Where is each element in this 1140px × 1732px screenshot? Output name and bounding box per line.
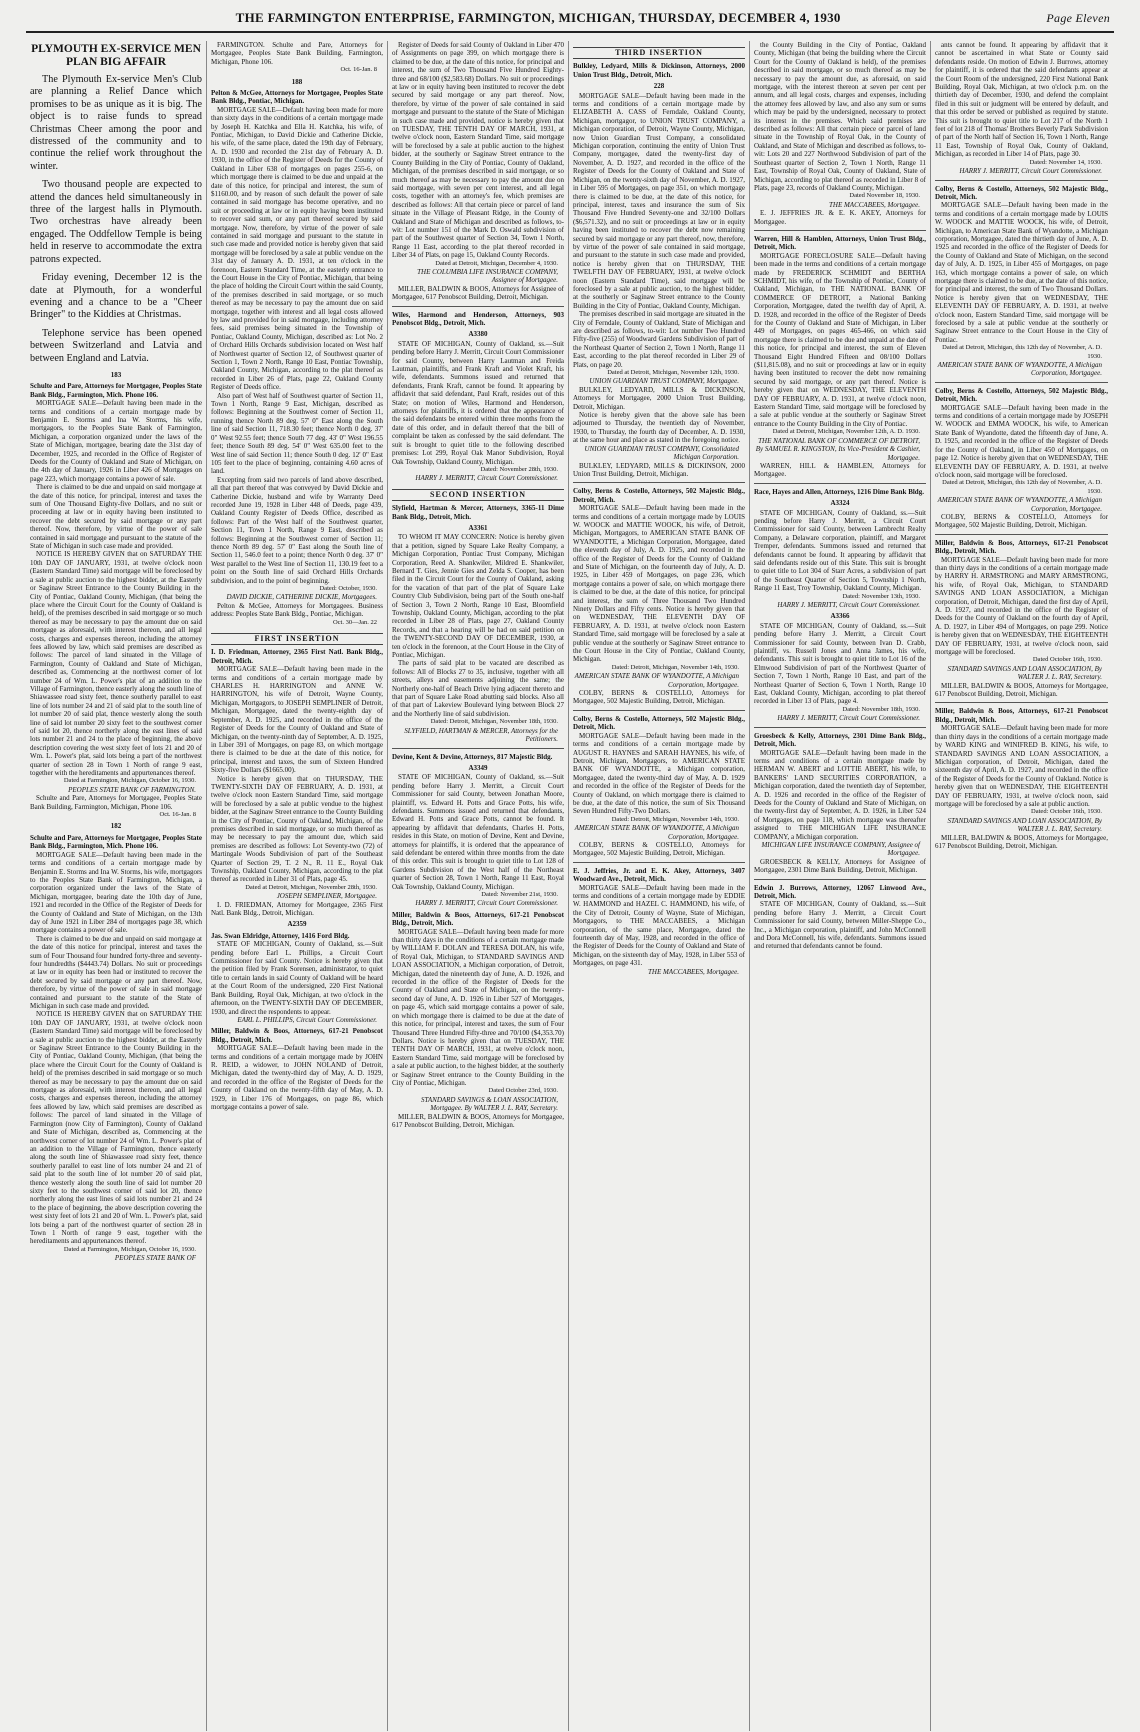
columns — [26, 41, 1114, 1731]
notice-number: A3324 — [830, 499, 850, 508]
column-1 — [26, 41, 207, 1731]
notice-date: Dated October 16th, 1930. — [1032, 656, 1102, 664]
section-heading: FIRST INSERTION — [211, 633, 383, 645]
notice-date: Dated at Detroit, Michigan, December 4, 1930. — [435, 259, 558, 267]
signature: EARL L. PHILLIPS, Circuit Court Commissioner. — [237, 1015, 377, 1024]
story-paragraph: Telephone service has been opened between Switzerland and Latvia and between England and Latvia. — [30, 327, 202, 364]
notice-paragraph: COLBY, BERNS & COSTELLO, Attorneys for Mortgagee, 502 Majestic Building, Detroit, Michigan. — [573, 689, 745, 706]
notice-paragraph: Notice is hereby given that the above sale has been adjourned to Thursday, the twentieth day of November, 1930, to Thursday, the fourth day of December, A. D. 1930, at the same hour and place as stated in the foregoing notice. — [573, 411, 745, 445]
notice-number: A2359 — [287, 920, 307, 929]
notice-header: I. D. Friedman, Attorney, 2365 First Natl. Bank Bldg., Detroit, Mich. — [211, 648, 383, 665]
notice-paragraph: Schulte and Pare, Attorneys for Mortgagee, Peoples State Bank Building, Farmington, Michigan, Phone 106. — [30, 794, 202, 811]
divider — [935, 382, 1108, 383]
notice-paragraph: Notice is hereby given that on THURSDAY, THE TWENTY-SIXTH DAY OF FEBRUARY, A. D. 1931, at twelve o'clock noon Eastern Standard Time, said mortgage will be foreclosed by a sale at public vendue to the highest bidder, at the Saginaw Street entrance to the County Building in the City of Pontiac, County of Oakland, Michigan, of the premises described in said mortgage, or so much thereof as may be necessary to pay the amount due, which said premises are described as follows: Lot Seventy-two (72) of Martingale Woods Subdivision of part of the Southeast Quarter of Section 29, T. 2 N., R. 11 E., Royal Oak Township, Oakland County, Michigan, according to the plat thereof as recorded in Liber 31 of Plats, page 45. — [211, 774, 383, 884]
notice-paragraph: MORTGAGE SALE—Default having been made in the terms and conditions of a certain mortgage made by AUGUST R. HAYNES and SARAH HAYNES, his wife, of Detroit, Michigan, Mortgagors, to AMERICAN STATE BANK OF WYANDOTTE, a Michigan corporation, Mortgagee, dated the twenty-third day of May, A. D. 1929 and recorded in the office of the Register of Deeds for the County of Oakland, on which mortgage there is claimed to be due, at the date of this notice, the sum of Six Thousand Seven Hundred Fifty-Two Dollars. — [573, 731, 745, 816]
notice-date: Dated: November 14, 1930. — [1029, 158, 1102, 166]
notice-header: Slyfield, Hartman & Mercer, Attorneys, 3365-11 Dime Bank Bldg., Detroit, Mich. — [392, 504, 564, 521]
notice-paragraph: There is claimed to be due and unpaid on said mortgage at the date of this notice for principal, interest and taxes the sum of Four Thousand four hundred forty-three and seventy-four hundredths ($4443.74) Dollars. No suit or proceedings at law or in equity has been had or instituted to recover the debt secured by said mortgage or any part thereof. Now, therefore, by virtue of the power of sale in said mortgage contained and pursuant to the statute of the State of Michigan in such case made and provided. — [30, 934, 202, 1010]
notice-paragraph: STATE OF MICHIGAN, County of Oakland, ss.—Suit pending before Harry J. Merritt, Circuit Court Commissioner for said County, between Harry Lautman and Freida Lautman, plaintiffs, and Frank Kraft and Violet Kraft, his wife, defendants. Summons issued and returned that defendants, Frank Kraft, cannot be found. It appearing by affidavit that said defendant, Paul Kraft, resides out of this State; on motion of Wiles, Harmond and Henderson, attorneys for plaintiffs, it is ordered that the appearance of the said defendants be entered within three months from the date of this order, and in default thereof that the bill of complaint be taken as confessed by the said defendant. The suit is brought to quiet title to the following described premises: Lot 299, Royal Oak Manor Subdivision, Royal Oak Township, Oakland County, Michigan. — [392, 339, 564, 466]
notice-header: Wiles, Harmond and Henderson, Attorneys, 903 Penobscot Bldg., Detroit, Mich. — [392, 310, 564, 327]
notice-paragraph: MILLER, BALDWIN & BOOS, Attorneys for Mortgagee, 617 Penobscot Building, Detroit, Michigan. — [935, 833, 1108, 850]
notice-paragraph: TO WHOM IT MAY CONCERN: Notice is hereby given that a petition, signed by Square Lake Realty Company, a Michigan Corporation, Pontiac Trust Company, Michigan Corporation, Reed A. Shankwiler, Mildred E. Shankwiler, Bernard T. Gies, Jennie Gies and Zelda S. Cooper, has been filed in the Circuit Court for the County of Oakland, asking for the vacation of that part of the plat of Square Lake Country Club Subdivision, being part of the South one-half of Section 3, Town 2 North, Range 10 East, Bloomfield Township, Oakland County, Michigan, according to the plat recorded in Liber 28 of Plats, page 27, Oakland County Records, and that a hearing will be had on said petition on the TWENTY-SECOND DAY OF DECEMBER, 1930, at ten o'clock in the forenoon, at the Court House in the City of Pontiac, Michigan. — [392, 533, 564, 660]
notice-paragraph: WARREN, HILL & HAMBLEN, Attorneys for Mortgagee. — [754, 461, 926, 479]
notice-paragraph: STATE OF MICHIGAN, County of Oakland, ss.—Suit pending before Harry J. Merritt, a Circuit Court Commissioner for said County, between Ivan D. Crabb, plaintiff, vs. Russell Jones and Anna James, his wife, defendants. This suit is brought to quiet title to Lot 16 of the Elmwood Subdivision of part of the Northwest Quarter of Section 7, Town 1 North, Range 10 East, and part of the Northeast Quarter of Section 6, Town 1 North, Range 10 East, Oakland County, Michigan, according to plat thereof recorded in Liber 13 of Plats, page 4. — [754, 621, 926, 706]
notice-paragraph: COLBY, BERNS & COSTELLO, Attorneys for Mortgagee, 502 Majestic Building, Detroit, Michigan. — [935, 512, 1108, 530]
divider — [754, 230, 926, 231]
signature: STANDARD SAVINGS AND LOAN ASSOCIATION, By WALTER J. L. RAY, Secretary. — [947, 664, 1102, 682]
notice-date: Dated at Detroit, Michigan, this 12th day of November, A. D. 1930. — [942, 479, 1102, 495]
signature: THE MACCABEES, Mortgagee. — [648, 967, 739, 976]
notice-paragraph: FARMINGTON. Schulte and Pare, Attorneys for Mortgagee, Peoples State Bank Building, Farmington, Michigan, Phone 106. — [211, 41, 383, 66]
notice-paragraph: MORTGAGE SALE—Default having been made in the terms and conditions of a certain mortgage made by Benjamin E. Storms and Ina W. Storms, his wife, mortgagors, to the Peoples State Bank of Farmington, Michigan, a corporation organized under the laws of the State of Michigan, mortgagee, bearing date the 31st day of December, 1925, and recorded in the Office of Register of Deeds for the County of Oakland and State of Michigan, on the 4th day of January, 1926 in Liber 426 of Mortgages on page 223, which mortgage contains a power of sale. — [30, 399, 202, 483]
notice-paragraph: I. D. FRIEDMAN, Attorney for Mortgagee, 2365 First Natl. Bank Bldg., Detroit, Michigan. — [211, 900, 383, 918]
divider — [392, 748, 564, 749]
divider — [573, 862, 745, 863]
notice-paragraph: ants cannot be found. It appearing by affidavit that it cannot be ascertained in what State or County said defendants reside. On motion of Edwin J. Burrows, attorney for plaintiff, it is ordered that the said defendants appear at the Court Room of the undersigned, 220 First National Bank Building, Royal Oak, Michigan, at two o'clock p.m. on the thirtieth day of December, 1930, and defend the complaint filed in this suit or judgment will be entered by default, and that this order be served or published as required by statute. This suit is brought to quiet title to Lot 217 of the North 1 feet of lot 218 of Thomas' Brothers Beverly Park Subdivision of part of the North half of Section 16, Town 1 North, Range 11 East, Township of Royal Oak, County of Oakland, Michigan, as recorded in Liber 14 of Plats, page 30. — [935, 41, 1108, 159]
section-heading: SECOND INSERTION — [392, 489, 564, 501]
signature: HARRY J. MERRITT, Circuit Court Commissioner. — [959, 167, 1102, 176]
notice-header: Jas. Swan Eldridge, Attorney, 1416 Ford Bldg. — [211, 931, 350, 940]
notice-header: Pelton & McGee, Attorneys for Mortgagee, Peoples State Bank Bldg., Pontiac, Michigan. — [211, 89, 383, 106]
notice-date: Dated: November 18th, 1930. — [842, 705, 920, 713]
headline: PLYMOUTH EX-SERVICE MEN PLAN BIG AFFAIR — [31, 43, 201, 68]
signature: SLYFIELD, HARTMAN & MERCER, Attorneys for the Petitioners. — [404, 726, 558, 744]
divider — [392, 306, 564, 307]
notice-date: Dated at Farmington, Michigan, October 16, 1930. — [63, 1245, 196, 1253]
divider — [935, 702, 1108, 703]
notice-paragraph: MORTGAGE SALE—Default having been made in the terms and conditions of a certain mortgage made by EDDIE W. HAMMOND and HAZEL C. HAMMOND, his wife, of the City of Detroit, County of Wayne, State of Michigan, Mortgagors, to THE MACCABEES, a Michigan corporation, of the same place, Mortgagee, dated the fourteenth day of May, 1928, and recorded in the office of the Register of Deeds for the County of Oakland and State of Michigan, on the sixteenth day of May, 1928, in Liber 553 of Mortgages, on page 431. — [573, 883, 745, 968]
notice-paragraph: MORTGAGE SALE—Default having been made for more than thirty days in the conditions of a certain mortgage made by HARRY H. ARMSTRONG and MARY ARMSTRONG, his wife, of Royal Oak, Michigan, to STANDARD SAVINGS AND LOAN ASSOCIATION, a Michigan corporation, of Detroit, Michigan, dated the first day of April, A. D. 1927, and recorded in the office of the Register of Deeds for the County of Oakland on the fourth day of April, A. D. 1927, in Liber 494 of Mortgages, on page 299. Notice is hereby given that on WEDNESDAY, THE EIGHTEENTH DAY OF FEBRUARY, 1931, at twelve o'clock noon, said mortgage will be foreclosed. — [935, 555, 1108, 657]
signature: THE COLUMBIA LIFE INSURANCE COMPANY, Assignee of Mortgagee. — [417, 267, 558, 285]
divider — [754, 879, 926, 880]
notice-header: Colby, Berns & Costello, Attorneys, 502 Majestic Bldg., Detroit, Mich. — [935, 386, 1108, 404]
notice-date: Dated: November 13th, 1930. — [842, 592, 920, 600]
notice-paragraph: Excepting from said two parcels of land above described, all that part thereof that was conveyed by David Dickie and Catherine Dickie, husband and wife by Warranty Deed recorded June 19, 1928 in Liber 448 of Deeds, page 439, Oakland County Register of Deeds Office, described as follows: Part of the West half of the Southwest quarter, Section 11, Town 1 North, Range 9 East, described as follows: Beginning at the Southwest corner of Section 11; thence North 89 deg. 57' 0" East along the South line of Section 11, 546.0 feet to a point; thence North 0 deg. 37' 0" West parallel to the West line of Section 11, 130.19 feet to a point on the South line of said Orchard Hills Orchards subdivision, and to the point of beginning. — [211, 475, 383, 585]
notice-header: Colby, Berns & Costello, Attorneys, 502 Majestic Bldg., Detroit, Mich. — [935, 184, 1108, 201]
notice-paragraph: STATE OF MICHIGAN, County of Oakland, ss.—Suit pending before Earl L. Phillips, a Circuit Court Commissioner for said County. Notice is hereby given that the petition filed by Frank Sorensen, administrator, to quiet title to certain lands in said County of Oakland will be heard at the Court Room of the undersigned, 220 First National Bank Building, Royal Oak, Michigan, at two o'clock in the afternoon, on the TWENTY-SIXTH DAY OF DECEMBER, 1930, and direct the respondents to appear. — [211, 940, 383, 1016]
divider — [754, 727, 926, 728]
notice-paragraph: MORTGAGE FORECLOSURE SALE—Default having been made in the terms and conditions of a certain mortgage made by FREDERICK SCHMIDT and BERTHA SCHMIDT, his wife, of the Township of Pontiac, County of Oakland, Michigan, to THE NATIONAL BANK OF COMMERCE OF DETROIT, a National Banking Corporation, Mortgagee, dated the twelfth day of April, A. D. 1928, and recorded in the office of the Register of Deeds for the County of Oakland and State of Michigan, in Liber 449 of Mortgages, on pages 465-466, on which said mortgage there is claimed to be due and unpaid at the date of this notice, for principal and interest, the sum of Eleven Thousand Eight Hundred Fifteen and 08/100 Dollars ($11,815.08), and no suit or proceedings at law or in equity having been instituted to recover the debt now remaining secured by said mortgage, or any part thereof. Notice is hereby given that on WEDNESDAY, THE ELEVENTH DAY OF FEBRUARY, A. D. 1931, at twelve o'clock noon, Eastern Standard Time, said mortgage will be foreclosed by a sale at public vendue at the southerly or Saginaw Street entrance to the County Building in the City of Pontiac. — [754, 251, 926, 428]
column-2 — [207, 41, 388, 1731]
signature: AMERICAN STATE BANK OF WYANDOTTE, A Michigan Corporation, Mortgagee. — [574, 824, 739, 841]
notice-header: Warren, Hill & Hamblen, Attorneys, Union Trust Bldg., Detroit, Mich. — [754, 234, 926, 252]
notice-paragraph: Pelton & McGee, Attorneys for Mortgagees. Business address: Peoples State Bank Bldg., Pontiac, Michigan. — [211, 601, 383, 619]
notice-number: A3366 — [830, 612, 850, 621]
column-4 — [569, 41, 750, 1731]
notice-paragraph: MORTGAGE SALE—Default having been made in the terms and conditions of a certain mortgage made by HERMAN W. ABERT and LOTTIE ABERT, his wife, to BANKERS' LAND SECURITIES CORPORATION, a Michigan corporation, dated the twentieth day of September, A. D. 1926 and recorded in the office of the Register of Deeds for the County of Oakland and State of Michigan, on the twenty-first day of September, A. D. 1926, in Liber 524 of Mortgages, on page 118, which mortgage was thereafter assigned to THE MICHIGAN LIFE INSURANCE COMPANY, a Michigan corporation. — [754, 748, 926, 841]
notice-paragraph: the County Building in the City of Pontiac, Oakland County, Michigan (that being the building where the Circuit Court for the County of Oakland is held), of the premises described in said mortgage, or so much thereof as may be necessary to pay the amount due, as aforesaid, on said mortgage, with the interest thereon at seven per cent per annum, and all legal costs, charges and expenses, including the attorney fees allowed by law, and also any sum or sums which may be paid by the undersigned, necessary to protect its interest in the premises. Which said premises are described as follows: All that certain piece or parcel of land situate in the Township of Royal Oak, in the County of Oakland, and State of Michigan and described as follows, to-wit: Lots 20 and 227 Northwood Subdivision of part of the Southeast quarter of Section 2, Town 1 North, Range 11 East, Township of Royal Oak, County of Oakland, State of Michigan, according to plat thereof as recorded in Liber 8 of Plats, page 23, records of Oakland County, Michigan. — [754, 41, 926, 192]
signature: STANDARD SAVINGS & LOAN ASSOCIATION, Mortgagee. By WALTER J. L. RAY, Secretary. — [421, 1095, 558, 1113]
page-number: Page Eleven — [1046, 10, 1110, 25]
notice-paragraph: BULKLEY, LEDYARD, MILLS & DICKINSON, Attorneys for Mortgagee, 2000 Union Trust Building, Detroit, Michigan. — [573, 385, 745, 411]
notice-date: Dated: Detroit, Michigan, November 18th, 1930. — [430, 718, 558, 726]
signature: HARRY J. MERRITT, Circuit Court Commissioner. — [777, 601, 920, 609]
signature: HARRY J. MERRITT, Circuit Court Commissioner. — [777, 714, 920, 723]
notice-paragraph: NOTICE IS HEREBY GIVEN that on SATURDAY THE 10th DAY OF JANUARY, 1931, at twelve o'clock noon (Eastern Standard Time) said mortgage will be foreclosed by a sale at public auction to the highest bidder, at the Easterly or Saginaw Street Entrance to the County Building in the City of Pontiac, Oakland County, Michigan, (that being the place where the Circuit Court for the County of Oakland is held), of the premises described in said mortgage or so much thereof as may be necessary to pay the amount due on said mortgage as aforesaid, with interest thereon, and all legal costs, charges and expenses thereon, including the attorney fees allowed by law, which said premises are described as follows: The parcel of land situated in the Village of Farmington, County of Oakland and State of Michigan, described as, Commencing at the northwest corner of lot number 24 of Wm. L. Power's plat of an addition to the Village of Farmington, thence easterly along the south line of Shiawassee road sixty feet, thence southerly parallel to east line of lots number 24 and 21 of said plat to the south line of lot number 20 of said plat, thence westerly along the south line of said lot number 20 sixty feet to the southwest corner of said lot 20, thence northerly along the east lines of said lots number 21 and 24 to the place of beginning, the above description covering the west sixty feet of lots 21 and 20 of Wm. L. Power's plat, said lots being a part of the northwest quarter of section 28 in Town 1 North of range 9 east, together with the hereditaments and appurtenances thereof. — [30, 550, 202, 778]
notice-header: Miller, Baldwin & Boos, Attorneys, 617-21 Penobscot Bldg., Detroit, Mich. — [935, 707, 1108, 724]
notice-number: A3349 — [468, 763, 488, 772]
notice-header: Miller, Baldwin & Boos, Attorneys, 617-21 Penobscot Bldg., Detroit, Mich. — [392, 910, 564, 928]
notice-paragraph: STATE OF MICHIGAN, County of Oakland, ss.—Suit pending before Harry J. Merritt, a Circuit Court Commissioner for said County, between Miller-Sheppe Co., Inc., a Michigan corporation, plaintiff, and John McConnell and Dora McConnell, his wife, defendants. Summons issued and returned that defendants cannot be found. — [754, 900, 926, 951]
notice-header: Devine, Kent & Devine, Attorneys, 817 Majestic Bldg. — [392, 752, 553, 761]
notice-header: Groesbeck & Kelly, Attorneys, 2301 Dime Bank Bldg., Detroit, Mich. — [754, 731, 926, 749]
notice-paragraph: MORTGAGE SALE—Default having been made in the terms and conditions of a certain mortgage made by JOSEPH W. WOOCK and EMMA WOOCK, his wife, to American State Bank of Wyandotte, dated the fifteenth day of June, A. D. 1925, and recorded in the office of the Register of Deeds for the County of Oakland, in Liber 450 of Mortgages, on page 12. Notice is hereby given that on WEDNESDAY, THE ELEVENTH DAY OF FEBRUARY, A. D. 1931, at twelve o'clock noon, said mortgage will be foreclosed. — [935, 403, 1108, 479]
notice-number: 228 — [653, 82, 665, 91]
signature: AMERICAN STATE BANK OF WYANDOTTE, A Michigan Corporation, Mortgagee. — [937, 496, 1102, 513]
notice-header: Miller, Baldwin & Boos, Attorneys, 617-21 Penobscot Bldg., Detroit, Mich. — [935, 538, 1108, 556]
notice-header: Miller, Baldwin & Boos, Attorneys, 617-21 Penobscot Bldg., Detroit, Mich. — [211, 1027, 383, 1044]
notice-number: A3380 — [468, 330, 488, 339]
signature: HARRY J. MERRITT, Circuit Court Commissioner. — [415, 474, 558, 483]
notice-number: 183 — [110, 370, 122, 379]
notice-date: Dated at Detroit, Michigan, November 28th, 1930. — [245, 883, 377, 891]
divider — [573, 710, 745, 711]
signature: PEOPLES STATE BANK OF — [114, 1254, 196, 1263]
notice-paragraph: There is claimed to be due and unpaid on said mortgage at the date of this notice, for principal, interest and taxes the sum of One Thousand Eighty-five Dollars, and no suit or proceeding at law or in equity having been instituted to recover the debt secured by said mortgage or any part thereof. Now, therefore, by virtue of the power of sale contained in said mortgage and pursuant to the statute of the State of Michigan in such case made and provided. — [30, 483, 202, 551]
notice-date: Oct. 30—Jan. 22 — [332, 618, 377, 626]
notice-paragraph: MORTGAGE SALE—Default having been made in the terms and conditions of a certain mortgage made by JOHN R. REID, a widower, to JOHN NOLAND of Detroit, Michigan, dated the twenty-third day of May, A. D. 1929, and recorded in the office of the Register of Deeds for the County of Oakland on the twenty-fifth day of May, A. D. 1929, in Liber 176 of Mortgages, on page 86, which mortgage contains a power of sale. — [211, 1044, 383, 1111]
notice-date: Dated at Detroit, Michigan, November 12th, A. D. 1930. — [772, 428, 920, 436]
notice-date: Dated: November 21st, 1930. — [481, 891, 558, 898]
divider — [935, 534, 1108, 535]
notice-paragraph: Also part of West half of Southwest quarter of Section 11, Town 1 North, Range 9 East, Michigan, described as follows: Beginning at the Southwest corner of Section 11, running thence North 89 deg. 57' 0" East along the South line of said Section 11, 718.30 feet; thence North 0 deg. 37' 0" West 92.55 feet; thence South 77 deg. 43' 0" West 196.55 feet; thence South 89 deg. 54' 0" West 635.00 feet to the West line of said Section 11; thence South 0 deg. 12' 0" East 105 feet to the place of beginning, containing 4.60 acres of land. — [211, 391, 383, 476]
column-3 — [388, 41, 569, 1731]
notice-date: Oct. 16-Jan. 8 — [159, 811, 196, 819]
notice-date: Dated at Detroit, Michigan, November 12th, 1930. — [607, 369, 739, 377]
divider — [754, 483, 926, 484]
story-paragraph: The Plymouth Ex-service Men's Club are planning a Relief Dance which promises to be as unique as it is big. The object is to raise funds to spread Christmas Cheer among the poor and distressed of the community and to continue the relief work throughout the winter. — [30, 74, 202, 172]
story-paragraph: Two thousand people are expected to attend the dances held simultaneously in three of the largest halls in Plymouth. Two orchestras have already been engaged. The Oddfellow Temple is being held in reserve to accommodate the extra patrons expected. — [30, 179, 202, 265]
signature: PEOPLES STATE BANK OF FARMINGTON. — [68, 785, 196, 794]
notice-paragraph: MILLER, BALDWIN & BOOS, Attorneys for Mortgagee, 617 Penobscot Building, Detroit, Michigan. — [935, 681, 1108, 699]
notice-paragraph: MORTGAGE SALE—Default having been made for more than thirty days in the conditions of a certain mortgage made by WARD KING and WINIFRED B. KING, his wife, to STANDARD SAVINGS AND LOAN ASSOCIATION, a Michigan corporation, of Detroit, Michigan, dated the sixteenth day of April, A. D. 1927, and recorded in the office of the Register of Deeds for the County of Oakland. Notice is hereby given that on WEDNESDAY, THE EIGHTEENTH DAY OF FEBRUARY, 1931, at twelve o'clock noon, said mortgage will be foreclosed by a sale at public auction. — [935, 724, 1108, 808]
signature: THE NATIONAL BANK OF COMMERCE OF DETROIT, By SAMUEL R. KINGSTON, Its Vice-President & Cashier, Mortgagee. — [755, 436, 920, 462]
notice-date: Dated at Detroit, Michigan, this 12th day of November, A. D. 1930. — [942, 344, 1102, 360]
notice-paragraph: STATE OF MICHIGAN, County of Oakland, ss.—Suit pending before Harry J. Merritt, a Circuit Court Commissioner for said County, between Lambrecht Realty Company, a Delaware corporation, plaintiff, and Margaret Tremper, defendants. Summons issued and returned that defendants cannot be found. It appearing by affidavit that said defendants reside out of this State. This suit is brought to quiet title to Lot 304 of Starr Acres, a subdivision of part of the Southeast Quarter of Section 5, Township 1 North, Range 11 East, Troy Township, Oakland County, Michigan. — [754, 508, 926, 593]
signature: JOSEPH SEMPLINER, Mortgagee. — [276, 892, 377, 901]
notice-paragraph: GROESBECK & KELLY, Attorneys for Assignee of Mortgagee, 2301 Dime Bank Building, Detroit, Michigan. — [754, 857, 926, 875]
signature: AMERICAN STATE BANK OF WYANDOTTE, A Michigan Corporation, Mortgagee. — [574, 672, 739, 689]
notice-header: Schulte and Pare, Attorneys for Mortgagee, Peoples State Bank Bldg., Farmington, Mich. Phone 106. — [30, 833, 202, 851]
divider — [573, 482, 745, 483]
notice-header: Colby, Berns & Costello, Attorneys, 502 Majestic Bldg., Detroit, Mich. — [573, 714, 745, 732]
notice-date: Dated: October 16th, 1930. — [1031, 808, 1102, 816]
notice-header: Race, Hayes and Allen, Attorneys, 1216 Dime Bank Bldg. — [754, 487, 924, 496]
notice-paragraph: MILLER, BALDWIN & BOOS, Attorneys for Mortgagee, 617 Penobscot Building, Detroit, Michigan. — [392, 1112, 564, 1129]
notice-paragraph: E. J. JEFFRIES JR. & E. K. AKEY, Attorneys for Mortgagee. — [754, 209, 926, 226]
notice-paragraph: MORTGAGE SALE—Default having been made in the terms and conditions of a certain mortgage made by LOUIS W. WOOCK and MATTIE WOOCK, his wife, of Detroit, Michigan, Mortgagors, to AMERICAN STATE BANK OF WYANDOTTE, a Michigan Corporation, Mortgagee, dated the eleventh day of July, A. D. 1925, and recorded in the office of the Register of Deeds for the County of Oakland and State of Michigan, on the fourteenth day of July, A. D. 1925, in Liber 459 of Mortgages, on page 236, which mortgage contains a power of sale, on which mortgage there is claimed to be due, at the date of this notice, for principal and interest, the sum of Three Thousand Two Hundred Ninety Dollars and Fifty cents. Notice is hereby given that on WEDNESDAY, THE ELEVENTH DAY OF FEBRUARY, A. D. 1931, at twelve o'clock noon Eastern Standard Time, said mortgage will be foreclosed by a sale at public vendue at the southerly or Saginaw Street entrance to the Court House in the City of Pontiac, Oakland County, Michigan. — [573, 504, 745, 664]
notice-paragraph: MILLER, BALDWIN & BOOS, Attorneys for Assignee of Mortgagee, 617 Penobscot Building, Detroit, Michigan. — [392, 284, 564, 302]
signature: AMERICAN STATE BANK OF WYANDOTTE, A Michigan Corporation, Mortgagee. — [937, 361, 1102, 378]
notice-header: Edwin J. Burrows, Attorney, 12067 Linwood Ave., Detroit, Mich. — [754, 883, 926, 900]
notice-date: Dated: Detroit, Michigan, November 14th, 1930. — [611, 663, 739, 671]
masthead-title: THE FARMINGTON ENTERPRISE, FARMINGTON, MICHIGAN, THURSDAY, DECEMBER 4, 1930 — [235, 10, 841, 25]
signature: THE MACCABEES, Mortgagee. — [829, 200, 920, 209]
notice-number: 188 — [291, 77, 303, 86]
notice-paragraph: STATE OF MICHIGAN, County of Oakland, ss.—Suit pending before Harry J. Merritt, a Circuit Court Commissioner for said County, between Jonathan Moore, plaintiff, vs. Edward H. Potts and Grace Potts, his wife, defendants. Summons issued and returned that defendants, Edward H. Potts and Grace Potts, cannot be found. It appearing by affidavit that defendants, Charles H. Potts, resides in this State, on motion of Devine, Kent and Devine, attorneys for plaintiffs, it is ordered that the appearance of said defendant be entered within three months from the date of this order. This suit is brought to quiet title to Lot 128 of Gardens Subdivision of the West half of the Northeast quarter of Section 28, Town 1 North, Range 11 East, Royal Oak Township, Oakland County, Michigan. — [392, 773, 564, 891]
column-6 — [931, 41, 1112, 1731]
notice-paragraph: MORTGAGE SALE—Default having been made in the terms and conditions of a certain mortgage made by LOUIS W. WOOCK and MATTIE WOOCK, his wife, of Detroit, Michigan, to American State Bank of Wyandotte, a Michigan corporation, Mortgagee, dated the thirtieth day of June, A. D. 1925 and recorded in the office of the Register of Deeds for the County of Oakland and State of Michigan, on the second day of July, A. D. 1925, in Liber 455 of Mortgages, on page 163, which mortgage contains a power of sale, on which mortgage there is claimed to be due, at the date of this notice, for principal and interest, the sum of Two Thousand Dollars. Notice is hereby given that on WEDNESDAY, THE ELEVENTH DAY OF FEBRUARY, A. D. 1931, at twelve o'clock noon, Eastern Standard Time, said mortgage will be foreclosed by a sale at public vendue at the southerly or Saginaw Street entrance to the Court House in the City of Pontiac. — [935, 201, 1108, 344]
signature: DAVID DICKIE, CATHERINE DICKIE, Mortgagees. — [226, 593, 377, 602]
notice-paragraph: MORTGAGE SALE—Default having been made in the terms and conditions of a certain mortgage made by Benjamin E. Storms and Ina W. Storms, his wife, mortgagors to the Peoples State Bank of Farmington, Michigan, a corporation organized under the laws of the State of Michigan, mortgagee, bearing date the 10th day of June, 1921 and recorded in the Office of the Register of Deeds for the County of Oakland and State of Michigan, on the 13th day of June 1921 in Liber 284 of mortgages page 38, which mortgage contains a power of sale. — [30, 850, 202, 935]
masthead — [26, 10, 1114, 33]
notice-date: Oct. 16-Jan. 8 — [340, 66, 377, 74]
story-paragraph: Friday evening, December 12 is the date at Plymouth, for a wonderful evening and a chance to be a "Cheer Bringer" to the Kiddies at Christmas. — [30, 272, 202, 321]
notice-header: Colby, Berns & Costello, Attorneys, 502 Majestic Bldg., Detroit, Mich. — [573, 487, 745, 504]
notice-date: Dated November 18, 1930. — [849, 192, 920, 200]
signature: HARRY J. MERRITT, Circuit Court Commissioner. — [415, 899, 558, 908]
signature: MICHIGAN LIFE INSURANCE COMPANY, Assignee of Mortgagee. — [761, 840, 920, 858]
notice-date: Dated: October, 1930. — [319, 585, 377, 592]
notice-paragraph: Register of Deeds for said County of Oakland in Liber 470 of Assignments on page 399, on which mortgage there is claimed to be due, at the date of this notice, for principal and interest, the sum of Two Thousand Five Hundred Eighty-three and 68/100 ($2,583.68) Dollars. No suit or proceedings at law or in equity having been instituted to recover the debt secured by said mortgage or any part thereof. Now, therefore, by virtue of the power of sale contained in said mortgage and pursuant to the statute of the State of Michigan in such case made and provided, notice is hereby given that on TUESDAY, THE TENTH DAY OF MARCH, 1931, at twelve o'clock noon, Eastern Standard Time, said mortgage will be foreclosed by a sale at public auction to the highest bidder, at the southerly or Saginaw Street entrance to the County Building in the City of Pontiac, County of Oakland, Michigan, of the premises described in said mortgage, or so much thereof as may be necessary to pay the amount due on said mortgage, with seven per cent interest, and all legal costs, together with an attorney's fee, which premises are described as follows: All that certain piece or parcel of land situate in the Village of Pleasant Ridge, in the County of Oakland and State of Michigan and described as follows, to-wit: Lot number 151 of the Mark D. Oswald subdivision of part of the Southwest quarter of Section 34, Town 1 North, Range 11 East, according to the plat thereof recorded in Liber 34 of Plats, on page 15, Oakland County Records. — [392, 41, 564, 260]
column-5 — [750, 41, 931, 1731]
notice-date: Dated October 23rd, 1930. — [488, 1087, 558, 1095]
notice-paragraph: COLBY, BERNS & COSTELLO, Attorneys for Mortgagee, 502 Majestic Building, Detroit, Michigan. — [573, 840, 745, 858]
notice-paragraph: BULKLEY, LEDYARD, MILLS & DICKINSON, 2000 Union Trust Building, Detroit, Michigan. — [573, 461, 745, 478]
notice-paragraph: MORTGAGE SALE—Default having been made for more than sixty days in the conditions of a certain mortgage made by Joseph H. Katchka and Ella H. Katchka, his wife, of Pontiac, Michigan, to David Dickie and Catherine Dickie, his wife, of the same place, dated the 19th day of February, A. D. 1930 and recorded the 21st day of February A. D. 1930, in the office of the Register of Deeds for the County of Oakland in Liber 638 of mortgages on pages 255-6, on which mortgage there is claimed to be due and unpaid at the date of this notice, for principal and interest, the sum of $1160.00, and by reason of such default the power of sale contained in said mortgage has become operative, and no suit or proceeding at law or in equity having been instituted to recover said sum, or any part thereof secured by said mortgage. Now, therefore, by virtue of the power of sale contained in said mortgage and pursuant to the statute in such case made and provided notice is hereby given that said mortgage will be foreclosed by a sale at public vendue on the 31st day of January A. D. 1931, at ten o'clock in the forenoon, Eastern Standard Time, at the easterly entrance to the Court House in the City of Pontiac, Michigan, that being the place of holding the Circuit Court within the said County, of the premises described in said mortgage, or so much thereof as may be necessary to pay the amount due on said mortgage, together with interest and all legal costs allowed by law and provided for in said mortgage, including attorney fees, said premises being situated in the Township of Pontiac, Oakland County, Michigan, described as: Lot No. 2 of Orchard Hills Orchards subdivision located on West half of Northwest quarter of Section 12, of Southwest quarter of Section 1, Town 2 North, Range 10 East, Pontiac Township, Oakland County, Michigan, according to the plat thereof as recorded in Liber 26 of Plats, page 22, Oakland County Register of Deeds office. — [211, 105, 383, 392]
notice-date: Dated at Farmington, Michigan, October 16, 1930. — [63, 777, 196, 785]
notice-paragraph: The parts of said plat to be vacated are described as follows: All of Blocks 27 to 35, inclusive, together with all streets, alleys and easements adjoining the same; the Northerly one-half of Beach Drive lying adjacent thereto and that part of Square Lake Road abutting said blocks. Also all of that part of Lakeview Boulevard lying between Block 27 and the Northerly line of said subdivision. — [392, 659, 564, 718]
notice-paragraph: MORTGAGE SALE—Default having been made for more than thirty days in the conditions of a certain mortgage made by WILLIAM F. DOLAN and TERESA DOLAN, his wife, of Royal Oak, Michigan, to STANDARD SAVINGS AND LOAN ASSOCIATION, a Michigan corporation, of Detroit, Michigan, dated the nineteenth day of June, A. D. 1926, and recorded in the office of the Register of Deeds for the County of Oakland and State of Michigan, on the twenty-second day of June, A. D. 1926 in Liber 527 of Mortgages, on page 45, which said mortgage contains a power of sale, on which mortgage there is claimed to be due at the date of this notice, for principal, interest and taxes, the sum of Four Thousand Three Hundred Fifty-three and 70/100 ($4,353.70) Dollars. Notice is hereby given that on TUESDAY, THE TENTH DAY OF MARCH, 1931, at twelve o'clock noon, Eastern Standard Time, said mortgage will be foreclosed by a sale at public auction, to the highest bidder, at the southerly or Saginaw Street entrance to the County Building in the City of Pontiac, Michigan. — [392, 927, 564, 1087]
notice-paragraph: MORTGAGE SALE—Default having been made in the terms and conditions of a certain mortgage made by ELIZABETH A. CASS of Ferndale, Oakland County, Michigan, mortgagor, to UNION TRUST COMPANY, a Michigan corporation, of Detroit, Wayne County, Michigan, now Union Guardian Trust Company, a consolidated Michigan corporation, continuing the entity of Union Trust Company, mortgagee, dated the twenty-first day of November, A. D. 1927, and recorded in the office of the Register of Deeds for the County of Oakland and State of Michigan, on the twenty-sixth day of November, A. D. 1927, in Liber 595 of Mortgages, on page 351, on which mortgage there is claimed to be due, at the date of this notice, for principal, interest, taxes and insurance the sum of Six Thousand Five Hundred Seventy-one and 32/100 Dollars ($6,571.32), and no suit or proceedings at law or in equity having been instituted to recover the debt now remaining secured by said mortgage or any part thereof, now, therefore, by virtue of the power of sale contained in said mortgage, and pursuant to the statute in such case made and provided, notice is hereby given that on THURSDAY, THE TWELFTH DAY OF FEBRUARY, 1931, at twelve o'clock noon (Eastern Standard Time), said mortgage will be foreclosed by a sale at public auction, to the highest bidder, at the southerly or Saginaw Street entrance to the County Building in the City of Pontiac, Oakland County, Michigan. — [573, 91, 745, 310]
signature: UNION GUARDIAN TRUST COMPANY, Mortgagee. — [589, 377, 739, 386]
notice-date: Dated: Detroit, Michigan, November 14th, 1930. — [611, 815, 739, 823]
section-heading: THIRD INSERTION — [573, 47, 745, 59]
notice-paragraph: MORTGAGE SALE—Default having been made in the terms and conditions of a certain mortgage made by CHARLES H. HARRINGTON and ANNE W. HARRINGTON, his wife of Detroit, Wayne County, Michigan, Mortgagors, to JOSEPH SEMPLINER of Detroit, Michigan, Mortgagee, dated the twenty-eighth day of September, A. D. 1925, and recorded in the office of the Register of Deeds for the County of Oakland and State of Michigan, on the twenty-ninth day of September, A. D. 1925, in Liber 391 of Mortgages, on page 83, on which mortgage there is claimed to be due at the date of this notice, for principal, interest and taxes, the sum of Sixteen Hundred Sixty-five Dollars ($1665.00). — [211, 665, 383, 775]
divider — [935, 180, 1108, 181]
notice-header: Schulte and Pare, Attorneys for Mortgagee, Peoples State Bank Bldg., Farmington, Mich. Phone 106. — [30, 382, 202, 399]
notice-header: E. J. Jeffries, Jr. and E. K. Akey, Attorneys, 3407 Woodward Ave., Detroit, Mich. — [573, 866, 745, 884]
notice-number: A3361 — [468, 523, 488, 532]
notice-date: Dated: November 28th, 1930. — [480, 465, 558, 473]
notice-header: Bulkley, Ledyard, Mills & Dickinson, Attorneys, 2000 Union Trust Bldg., Detroit, Mich. — [573, 62, 745, 79]
signature: STANDARD SAVINGS AND LOAN ASSOCIATION, By WALTER J. L. RAY, Secretary. — [947, 816, 1102, 834]
notice-paragraph: NOTICE IS HEREBY GIVEN that on SATURDAY THE 10th DAY OF JANUARY, 1931, at twelve o'clock noon (Eastern Standard Time) said mortgage will be foreclosed by a sale at public auction to the highest bidder, at the Easterly or Saginaw Street Entrance to the County Building in the City of Pontiac, Oakland County, Michigan, (that being the place where the Circuit Court for the County of Oakland is held) of the premises described in said mortgage or so much thereof as may be necessary to pay the amount due on said mortgage as aforesaid, with interest thereon, and all legal costs, charges and expenses thereon, including the attorney fees allowed by law, which said premises are described as follows: The parcel of land situated in the Village of Farmington (now City of Farmington), County of Oakland and State of Michigan, described as, Commencing at the northwest corner of lot number 24 of Wm. L. Power's plat of an addition to the Village of Farmington, thence easterly along the south line of Shiawassee road sixty feet, thence southerly parallel to east line of lots number 24 and 21 of said plat to the south line of lot number 20 of said plat, thence westerly along the south line of said lot number 20 sixty feet to the southwest corner of said lot 20, thence northerly along the east lines of said lots number 21 and 24 to the place of beginning, the above description covering the west sixty feet of lots 21 and 20 of Wm. L. Power's plat, said lots being a part of the northwest quarter of section 28 in Town 1 North of range 9 east, together with the hereditaments and appurtenances thereof. — [30, 1010, 202, 1246]
notice-paragraph: The premises described in said mortgage are situated in the City of Ferndale, County of Oakland, State of Michigan and are described as follows, to-wit: Lot number Two Hundred Fifty-five (255) of Woodward Gardens Subdivision of part of the Northeast Quarter of Section 2, Town 1 North, Range 11 East, according to the plat thereof recorded in Liber 29 of Plats, on page 20. — [573, 310, 745, 369]
signature: UNION GUARDIAN TRUST COMPANY, Consolidated Michigan Corporation. — [584, 444, 739, 462]
notice-number: 182 — [110, 822, 122, 831]
